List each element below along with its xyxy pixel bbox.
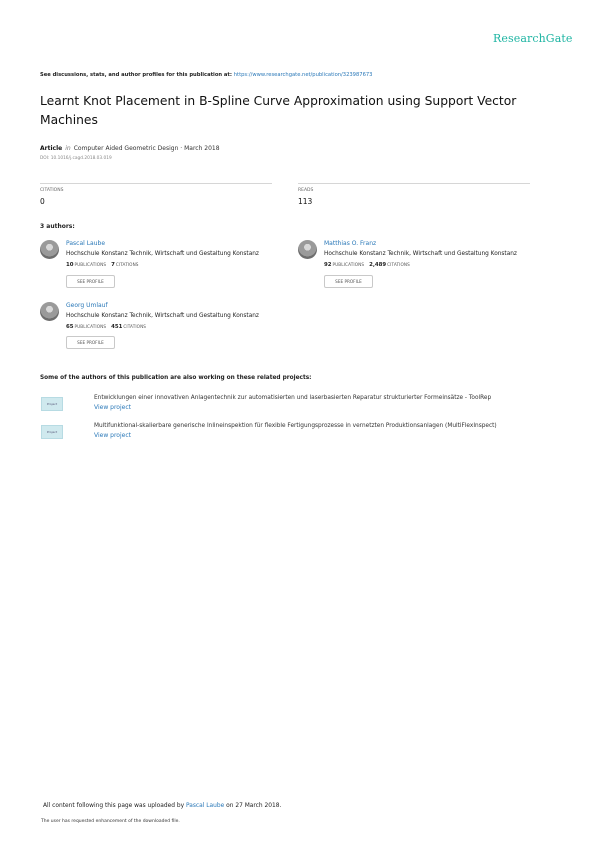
view-project-link-1[interactable]: View project — [94, 404, 131, 411]
reads-divider — [298, 183, 530, 184]
publication-title: Learnt Knot Placement in B-Spline Curve Approximation using Support Vector Machines — [40, 94, 517, 127]
author-citations-2: 2,489 — [369, 262, 387, 268]
citations-label: CITATIONS — [40, 188, 64, 193]
upload-note: All content following this page was uploaded by Pascal Laube on 27 March 2018. — [43, 803, 282, 809]
author-avatar-1[interactable] — [40, 240, 59, 259]
see-profile-button-2[interactable]: SEE PROFILE — [324, 275, 373, 288]
researchgate-logo[interactable]: ResearchGate — [493, 32, 573, 45]
publication-meta — [40, 145, 220, 152]
author-avatar-2[interactable] — [298, 240, 317, 259]
reads-value: 113 — [298, 197, 313, 206]
author-institution-1: Hochschule Konstanz Technik, Wirtschaft und Gestaltung Konstanz — [66, 251, 259, 257]
related-projects-heading: Some of the authors of this publication are also working on these related projects: — [40, 375, 312, 381]
author-name-1[interactable]: Pascal Laube — [66, 240, 106, 247]
reads-label: READS — [298, 188, 314, 193]
uploader-link[interactable]: Pascal Laube — [185, 803, 225, 809]
project-title-2: Multifunktional-skalierbare generische Inlineinspektion für flexible Fertigungsprozesse in vernetzten Produktionsanlagen (MultiFlexInspect) — [94, 423, 497, 429]
project-thumbnail-1[interactable]: Project — [41, 397, 63, 411]
author-institution-3: Hochschule Konstanz Technik, Wirtschaft und Gestaltung Konstanz — [66, 313, 259, 319]
author-publications-1: 10 — [66, 262, 74, 268]
discussion-text: See discussions, stats, and author profiles for this publication at: — [40, 72, 232, 78]
citations-value: 0 — [40, 197, 45, 206]
author-publications-2: 92 — [324, 262, 332, 268]
publication-type: Article — [40, 145, 63, 152]
publication-venue[interactable]: Computer Aided Geometric Design · March 2018 — [73, 145, 220, 152]
publication-doi: DOI: 10.1016/j.cagd.2018.03.019 — [40, 156, 112, 161]
enhancement-note: The user has requested enhancement of the downloaded file. — [41, 819, 180, 824]
project-thumbnail-2[interactable]: Project — [41, 425, 63, 439]
author-name-2[interactable]: Matthias O. Franz — [324, 240, 377, 247]
see-profile-button-1[interactable]: SEE PROFILE — [66, 275, 115, 288]
author-stats-1: 10PUBLICATIONS 7CITATIONS — [66, 262, 139, 268]
author-institution-2: Hochschule Konstanz Technik, Wirtschaft und Gestaltung Konstanz — [324, 251, 517, 257]
project-title-1: Entwicklungen einer innovativen Anlagentechnik zur automatisierten und laserbasierten Reparatur strukturierter Formeinsätze - ToolRep — [94, 395, 492, 401]
publication-url-link[interactable]: https://www.researchgate.net/publication/323987673 — [233, 72, 373, 78]
author-name-3[interactable]: Georg Umlauf — [66, 302, 108, 309]
authors-heading: 3 authors: — [40, 223, 75, 230]
citations-divider — [40, 183, 272, 184]
author-publications-3: 65 — [66, 324, 74, 330]
author-citations-3: 451 — [111, 324, 123, 330]
author-avatar-3[interactable] — [40, 302, 59, 321]
in-word: in — [65, 145, 71, 152]
author-stats-2: 92PUBLICATIONS 2,489CITATIONS — [324, 262, 410, 268]
author-stats-3: 65PUBLICATIONS 451CITATIONS — [66, 324, 147, 330]
discussion-line — [40, 72, 372, 78]
author-citations-1: 7 — [111, 262, 115, 268]
see-profile-button-3[interactable]: SEE PROFILE — [66, 336, 115, 349]
view-project-link-2[interactable]: View project — [94, 432, 131, 439]
